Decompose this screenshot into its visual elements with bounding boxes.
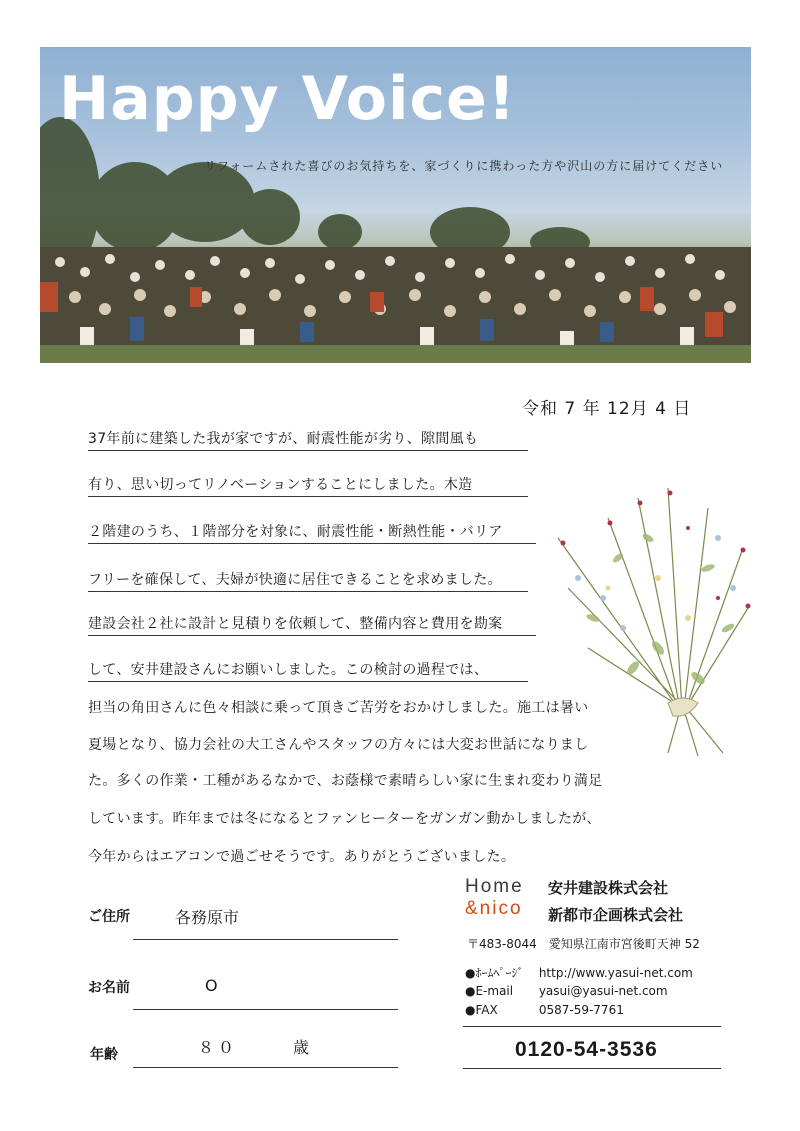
flower-bouquet-illustration (548, 478, 758, 758)
body-line-11: 今年からはエアコンで過ごせそうです。ありがとうございました。 (88, 849, 516, 865)
body-rule-5 (88, 635, 536, 636)
fax-number: 0587-59-7761 (538, 1003, 624, 1017)
body-line-6: して、安井建設さんにお願いしました。この検討の過程では、 (88, 662, 489, 678)
date-era: 令和 (522, 399, 558, 419)
name-rule (133, 1009, 398, 1010)
body-rule-2 (88, 496, 528, 497)
company-name-shintoshi: 新都市企画株式会社 (548, 906, 684, 924)
company-name-yasui: 安井建設株式会社 (548, 879, 669, 897)
address-value: 各務原市 (175, 908, 240, 927)
body-line-1: 37年前に建築した我が家ですが、耐震性能が劣り、隙間風も (88, 431, 479, 447)
email-label: ●E-mail (465, 984, 514, 998)
age-unit: 歳 (293, 1038, 310, 1057)
age-label: 年齢 (90, 1047, 118, 1063)
date-month-unit: 月 (630, 399, 649, 419)
body-rule-6 (88, 681, 528, 682)
date-year: 7 (564, 399, 577, 419)
body-line-4: フリーを確保して、夫婦が快適に居住できることを求めました。 (88, 572, 502, 588)
home-nico-logo (465, 876, 547, 926)
date-day: 4 (655, 399, 667, 419)
contact-fax (465, 1003, 624, 1017)
submission-date (522, 394, 691, 419)
body-line-8: 夏場となり、協力会社の大工さんやスタッフの方々には大変お世話になりまし (88, 737, 589, 753)
address-rule (133, 939, 398, 940)
contact-email (465, 984, 668, 998)
age-rule (133, 1067, 398, 1068)
company-address: 〒483-8044 愛知県江南市宮後町天神 52 (467, 937, 700, 951)
logo-nico-text: &nico (465, 898, 523, 919)
email-link[interactable]: yasui@yasui-net.com (538, 984, 668, 998)
fax-label: ●FAX (465, 1003, 498, 1017)
contact-rule-bottom (463, 1068, 721, 1069)
body-line-10: しています。昨年までは冬になるとファンヒーターをガンガン動かしましたが、 (88, 811, 601, 827)
body-line-9: た。多くの作業・工種があるなかで、お蔭様で素晴らしい家に生まれ変わり満足 (88, 773, 603, 789)
hero-banner (40, 47, 751, 363)
date-month: 12 (607, 399, 631, 419)
logo-home-text: Home (465, 876, 524, 897)
homepage-link[interactable]: http://www.yasui-net.com (538, 966, 693, 980)
body-line-5: 建設会社２社に設計と見積りを依頼して、整備内容と費用を勘案 (88, 616, 503, 632)
hero-subtitle: リフォームされた喜びのお気持ちを、家づくりに携わった方や沢山の方に届けてください (204, 159, 724, 173)
body-rule-1 (88, 450, 528, 451)
name-value: O (205, 976, 218, 995)
body-line-7: 担当の角田さんに色々相談に乗って頂きご苦労をおかけしました。施工は暑い (88, 700, 589, 716)
body-rule-4 (88, 591, 528, 592)
date-year-unit: 年 (582, 399, 601, 419)
body-rule-3 (88, 543, 536, 544)
contact-homepage (465, 964, 693, 981)
date-day-unit: 日 (673, 399, 692, 419)
name-label: お名前 (88, 980, 130, 996)
phone-number[interactable]: 0120-54-3536 (515, 1038, 658, 1061)
age-value: ８０ (198, 1038, 239, 1057)
body-line-3: ２階建のうち、１階部分を対象に、耐震性能・断熱性能・バリア (88, 524, 503, 540)
body-line-2: 有り、思い切ってリノベーションすることにしました。木造 (88, 477, 473, 493)
contact-rule-top (463, 1026, 721, 1027)
hero-title: Happy Voice! (59, 64, 517, 134)
address-label: ご住所 (88, 909, 130, 925)
homepage-label: ●ﾎｰﾑﾍﾟｰｼﾞ (465, 966, 524, 980)
